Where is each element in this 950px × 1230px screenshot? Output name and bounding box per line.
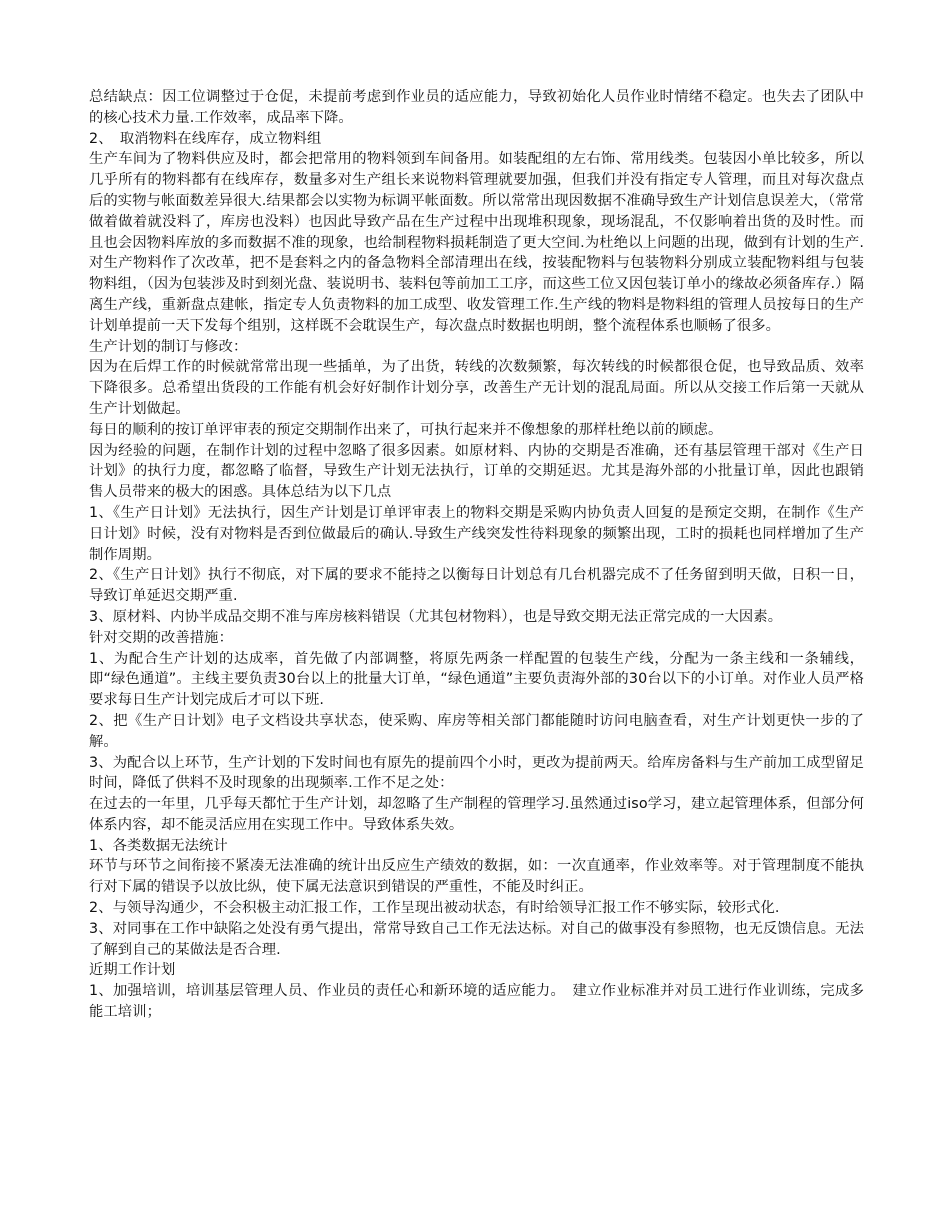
paragraph-daily-plan: 每日的顺利的按订单评审表的预定交期制作出来了，可执行起来并不像想象的那样杜绝以前的顾虑。	[89, 421, 723, 438]
list-item-plan-not-executable: 1、《生产日计划》无法执行，因生产计划是订单评审表上的物料交期是采购内协负责人回复的是预定交期，在制作《生产日计划》时候，没有对物料是否到位做最后的确认.导致生产线突发性待料现象的频繁出现，工时的损耗也同样增加了生产制作周期。	[89, 504, 864, 563]
list-item-colleague-feedback: 3、对同事在工作中缺陷之处没有勇气提出，常常导致自己工作无法达标。对自己的做事没有参照物，也无反馈信息。无法了解到自己的某做法是否合理.	[89, 920, 864, 958]
list-item-leader-communication: 2、与领导沟通少，不会积极主动汇报工作，工作呈现出被动状态，有时给领导汇报工作不够实际，较形式化.	[89, 900, 780, 917]
heading-production-plan: 生产计划的制订与修改：	[89, 338, 248, 355]
heading-recent-work-plan: 近期工作计划	[89, 962, 176, 979]
paragraph-process-linkage: 环节与环节之间衔接不紧凑无法准确的统计出反应生产绩效的数据，如：一次直通率，作业效率等。对于管理制度不能执行对下属的错误予以放比纵，使下属无法意识到错误的严重性，不能及时纠正。	[89, 858, 864, 896]
list-item-green-channel: 1、为配合生产计划的达成率，首先做了内部调整，将原先两条一样配置的包装生产线，分配为一条主线和一条辅线，即“绿色通道”。主线主要负责30台以上的批量大订单，“绿色通道”主要负责海外部的30台以下的小订单。对作业人员严格要求每日生产计划完成后才可以下班.	[89, 650, 864, 709]
paragraph-experience-issues: 因为经验的问题，在制作计划的过程中忽略了很多因素。如原材料、内协的交期是否准确，还有基层管理干部对《生产日计划》的执行力度，都忽略了临督，导致生产计划无法执行，订单的交期延迟。尤其是海外部的小批量订单，因此也跟销售人员带来的极大的困惑。具体总结为以下几点	[89, 442, 864, 501]
paragraph-summary-shortcomings: 总结缺点：因工位调整过于仓促，未提前考虑到作业员的适应能力，导致初始化人员作业时情绪不稳定。也失去了团队中的核心技术力量.工作效率，成品率下降。	[89, 89, 864, 126]
list-item-plan-lead-time: 3、为配合以上环节，生产计划的下发时间也有原先的提前四个小时，更改为提前两天。给库房备料与生产前加工成型留足时间，降低了供料不及时现象的出现频率.工作不足之处：	[89, 754, 864, 792]
list-item-material-delivery: 3、原材料、内协半成品交期不准与库房核料错误（尤其包材物料），也是导致交期无法正常完成的一大因素。	[89, 608, 783, 625]
heading-data-statistics: 1、各类数据无法统计	[89, 837, 228, 854]
paragraph-rush-orders: 因为在后焊工作的时候就常常出现一些插单，为了出货，转线的次数频繁，每次转线的时候都很仓促，也导致品质、效率下降很多。总希望出货段的工作能有机会好好制作计划分享，改善生产无计划的混乱局面。所以从交接工作后第一天就从生产计划做起。	[89, 359, 864, 417]
heading-cancel-inline-stock: 2、 取消物料在线库存，成立物料组	[89, 130, 322, 147]
heading-improvement-measures: 针对交期的改善措施：	[89, 629, 233, 646]
list-item-plan-not-thorough: 2、《生产日计划》执行不彻底，对下属的要求不能持之以衡每日计划总有几台机器完成不了任务留到明天做，日积一日，导致订单延迟交期严重.	[89, 567, 864, 605]
paragraph-past-year: 在过去的一年里，几乎每天都忙于生产计划，却忽略了生产制程的管理学习.虽然通过iso学习，建立起管理体系，但部分何体系内容，却不能灵活应用在实现工作中。导致体系失效。	[89, 796, 864, 833]
document-body	[89, 87, 864, 1023]
list-item-shared-document: 2、把《生产日计划》电子文档设共享状态，使采购、库房等相关部门都能随时访问电脑查看，对生产计划更快一步的了解。	[89, 712, 864, 750]
list-item-training: 1、加强培训，培训基层管理人员、作业员的责任心和新环境的适应能力。 建立作业标准并对员工进行作业训练，完成多能工培训；	[89, 983, 864, 1021]
paragraph-material-management: 生产车间为了物料供应及时，都会把常用的物料领到车间备用。如装配组的左右饰、常用线类。包装因小单比较多，所以几乎所有的物料都有在线库存，数量多对生产组长来说物料管理就要加强，但我们并没有指定专人管理，而且对每次盘点后的实物与帐面数差异很大.结果都会以实物为标调平帐面数。所以常常出现因数据不准确导致生产计划信息误差大，（常常做着做着就没料了，库房也没料）也因此导致产品在生产过程中出现堆积现象，现场混乱，不仅影响着出货的及时性。而且也会因物料库放的多而数据不准的现象，也给制程物料损耗制造了更大空间.为杜绝以上问题的出现，做到有计划的生产.对生产物料作了次改革，把不是套料之内的备急物料全部清理出在线，按装配物料与包装物料分别成立装配物料组与包装物料组，（因为包装涉及时到刻光盘、装说明书、装料包等前加工工序，而这些工位又因包装订单小的缘故必须备库存.）隔离生产线，重新盘点建帐，指定专人负责物料的加工成型、收发管理工作.生产线的物料是物料组的管理人员按每日的生产计划单提前一天下发每个组别，这样既不会耽误生产，每次盘点时数据也明朗，整个流程体系也顺畅了很多。	[89, 151, 864, 334]
